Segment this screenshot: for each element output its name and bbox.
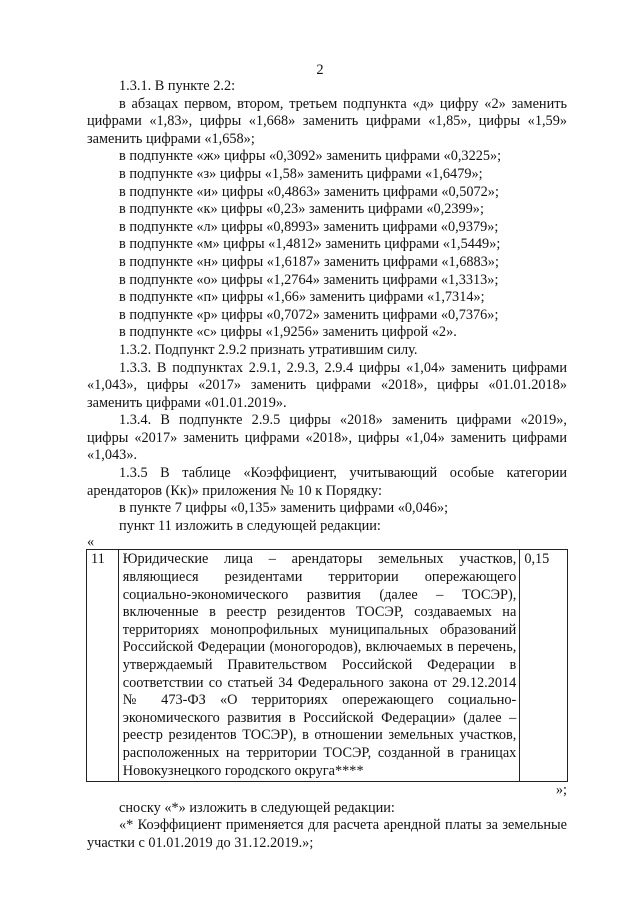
paragraph-1-3-5: 1.3.5 В таблице «Коэффициент, учитывающий особые категории арендаторов (Кк)» приложения № 10 к Порядку: (87, 465, 567, 499)
paragraph-k: в подпункте «к» цифры «0,23» заменить цифрами «0,2399»; (119, 201, 484, 218)
paragraph-1-3-3: 1.3.3. В подпунктах 2.9.1, 2.9.3, 2.9.4 цифры «1,04» заменить цифрами «1,043», цифры «2017» заменить цифрами «2018», цифры «01.01.2018» заменить цифрами «01.01.2019». (87, 359, 567, 411)
table-cell-coefficient: 0,15 (520, 550, 568, 782)
paragraph-r: в подпункте «р» цифры «0,7072» заменить цифрами «0,7376»; (119, 306, 499, 323)
paragraph-m: в подпункте «м» цифры «1,4812» заменить цифрами «1,5449»; (119, 236, 501, 253)
quote-open-mark: « (87, 534, 95, 551)
paragraph-l: в подпункте «л» цифры «0,8993» заменить цифрами «0,9379»; (119, 218, 499, 235)
table-cell-description: Юридические лица – арендаторы земельных участков, являющиеся резидентами территории опережающего социально-экономического развития (далее – ТОСЭР), включенные в реестр резидентов ТОСЭР, создаваемых на территориях монопрофильных муниципальных образований Российской Федерации (моногородов), включаемых в перечень, утверждаемый Правительством Российской Федерации в соответствии со статьей 34 Федерального закона от 29.12.2014 № 473-ФЗ «О территориях опережающего социально-экономического развития в Российской Федерации» (далее – реестр резидентов ТОСЭР), в отношении земельных участков, расположенных на территории ТОСЭР, созданной в границах Новокузнецкого городского округа**** (118, 550, 520, 782)
paragraph-footnote-text: «* Коэффициент применяется для расчета арендной платы за земельные участки с 01.01.2019 до 31.12.2019.»; (87, 817, 567, 851)
paragraph-s: в подпункте «с» цифры «1,9256» заменить цифрой «2». (119, 324, 457, 341)
paragraph-punkt-11: пункт 11 изложить в следующей редакции: (119, 517, 381, 534)
document-body (87, 78, 567, 853)
coefficient-table (86, 549, 568, 782)
paragraph-p: в подпункте «п» цифры «1,66» заменить цифрами «1,7314»; (119, 289, 485, 306)
paragraph-i: в подпункте «и» цифры «0,4863» заменить цифрами «0,5072»; (119, 183, 499, 200)
paragraph-n: в подпункте «н» цифры «1,6187» заменить цифрами «1,6883»; (119, 253, 499, 270)
paragraph-1-3-4: 1.3.4. В подпункте 2.9.5 цифры «2018» заменить цифрами «2019», цифры «2017» заменить цифрами «2018», цифры «1,04» заменить цифрами «1,043». (87, 412, 567, 464)
paragraph-o: в подпункте «о» цифры «1,2764» заменить цифрами «1,3313»; (119, 271, 499, 288)
paragraph-z: в подпункте «з» цифры «1,58» заменить цифрами «1,6479»; (119, 165, 483, 182)
paragraph-abzacy: в абзацах первом, втором, третьем подпункта «д» цифру «2» заменить цифрами «1,83», цифры «1,668» заменить цифрами «1,85», цифры «1,59» заменить цифрами «1,658»; (87, 95, 567, 147)
paragraph-1-3-2: 1.3.2. Подпункт 2.9.2 признать утратившим силу. (119, 341, 418, 358)
table-cell-number: 11 (87, 550, 119, 782)
quote-close-mark: »; (555, 782, 567, 799)
page-number: 2 (316, 62, 324, 78)
paragraph-punkt-7: в пункте 7 цифры «0,135» заменить цифрами «0,046»; (119, 500, 449, 517)
paragraph-snoska: сноску «*» изложить в следующей редакции: (119, 799, 395, 816)
paragraph-1-3-1: 1.3.1. В пункте 2.2: (119, 78, 236, 94)
paragraph-zh: в подпункте «ж» цифры «0,3092» заменить цифрами «0,3225»; (119, 148, 502, 165)
table-row (87, 550, 568, 782)
